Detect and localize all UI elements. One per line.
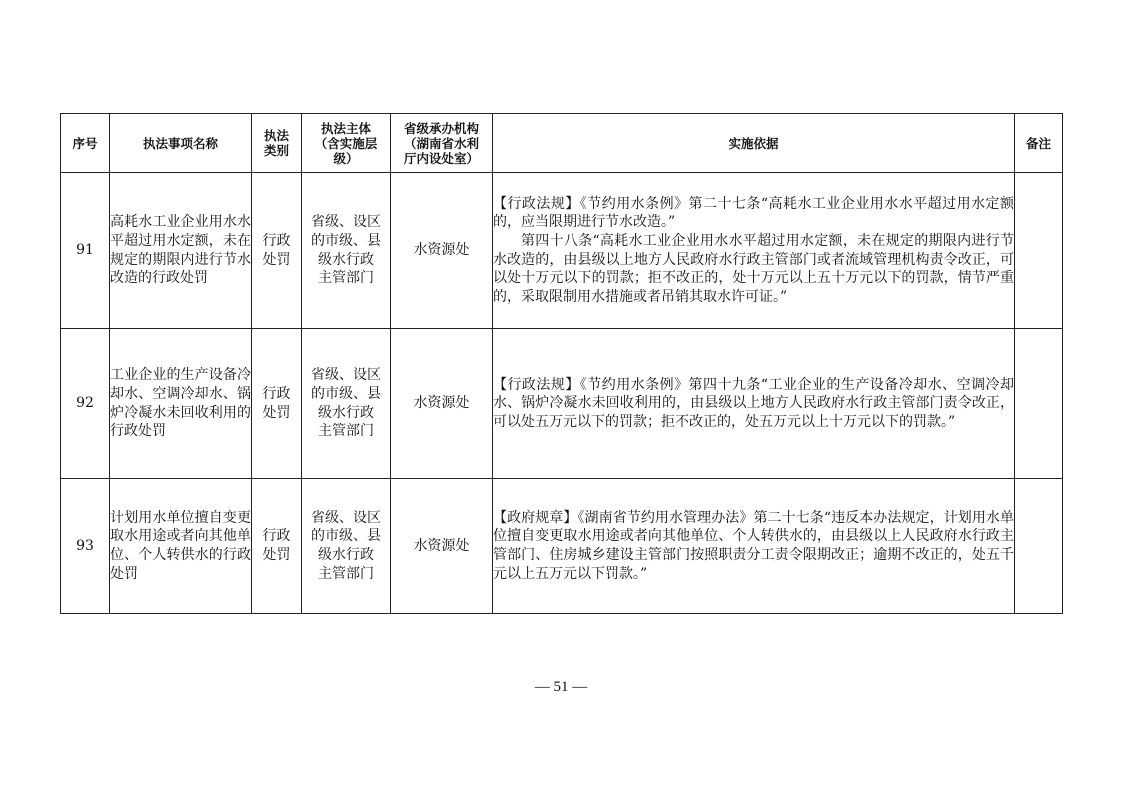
cell-subject-line: 主管部门 [318,270,374,287]
cell-org: 水资源处 [391,329,493,479]
table-header-row [61,114,1063,173]
cell-subject-line: 省级、设区 [311,214,381,231]
cell-subject-line: 主管部门 [318,423,374,440]
cell-seq: 91 [61,173,110,329]
header-subject-line: 执法主体 [320,120,371,136]
header-org-line: （湖南省水利 [403,135,479,151]
cell-seq: 93 [61,479,110,614]
header-org-line: 厅内设处室） [403,150,479,166]
cell-type [252,329,302,479]
cell-type [252,479,302,614]
basis-paragraph: 【行政法规】《节约用水条例》第四十九条“工业企业的生产设备冷却水、空调冷却水、锅炉冷凝水未回收利用的，由县级以上地方人民政府水行政主管部门责令改正，可以处五万元以下的罚款；拒不改正的，处五万元以上十万元以下的罚款。” [493,376,1014,430]
header-subject-line: 级） [333,150,359,166]
cell-subject [302,173,391,329]
cell-subject-line: 级水行政 [318,251,374,268]
cell-subject-line: 的市级、县 [311,385,381,402]
header-org-line: 省级承办机构 [403,120,479,136]
cell-subject-line: 的市级、县 [311,528,381,545]
cell-subject [302,329,391,479]
page-number: — 51 — [534,679,588,695]
basis-paragraph: 【行政法规】《节约用水条例》第二十七条“高耗水工业企业用水水平超过用水定额的，应当限期进行节水改造。” [493,195,1014,231]
cell-type-line: 处罚 [262,251,291,268]
header-remark: 备注 [1015,114,1063,173]
cell-seq: 92 [61,329,110,479]
header-subject-line: （含实施层 [314,135,378,151]
header-type-line: 类别 [263,143,289,158]
cell-remark [1015,173,1063,329]
cell-name: 工业企业的生产设备冷却水、空调冷却水、锅炉冷凝水未回收利用的行政处罚 [110,329,252,479]
enforcement-items-table [60,113,1063,614]
cell-type-line: 行政 [262,232,291,249]
table-row [61,479,1063,614]
cell-type-line: 处罚 [262,547,291,563]
cell-type-line: 处罚 [262,404,291,421]
header-seq: 序号 [61,114,110,173]
header-org [391,114,493,173]
cell-subject-line: 省级、设区 [311,509,381,526]
cell-type [252,173,302,329]
cell-subject-line: 的市级、县 [311,232,381,249]
cell-basis [493,329,1015,479]
header-type [252,114,302,173]
header-name: 执法事项名称 [110,114,252,173]
cell-remark [1015,479,1063,614]
cell-name: 高耗水工业企业用水水平超过用水定额，未在规定的期限内进行节水改造的行政处罚 [110,173,252,329]
cell-org: 水资源处 [391,479,493,614]
cell-name: 计划用水单位擅自变更取水用途或者向其他单位、个人转供水的行政处罚 [110,479,252,614]
table-row [61,329,1063,479]
header-basis: 实施依据 [493,114,1015,173]
table-row [61,173,1063,329]
cell-basis [493,479,1015,614]
cell-subject-line: 主管部门 [318,565,374,582]
cell-type-line: 行政 [262,385,291,402]
cell-org: 水资源处 [391,173,493,329]
basis-paragraph: 【政府规章】《湖南省节约用水管理办法》第二十七条“违反本办法规定，计划用水单位擅自变更取水用途或者向其他单位、个人转供水的，由县级以上人民政府水行政主管部门、住房城乡建设主管部门按照职责分工责令限期改正；逾期不改正的，处五千元以上五万元以下罚款。” [493,509,1014,582]
cell-remark [1015,329,1063,479]
cell-basis [493,173,1015,329]
header-type-line: 执法 [263,128,289,143]
basis-paragraph: 第四十八条“高耗水工业企业用水水平超过用水定额，未在规定的期限内进行节水改造的，由县级以上地方人民政府水行政主管部门或者流域管理机构责令改正，可以处十万元以下的罚款；拒不改正的，处十万元以上五十万元以下的罚款，情节严重的，采取限制用水措施或者吊销其取水许可证。” [493,232,1014,305]
cell-subject-line: 省级、设区 [311,367,381,384]
cell-type-line: 行政 [262,528,291,545]
cell-subject-line: 级水行政 [318,547,374,563]
header-subject [302,114,391,173]
cell-subject-line: 级水行政 [318,404,374,421]
cell-subject [302,479,391,614]
